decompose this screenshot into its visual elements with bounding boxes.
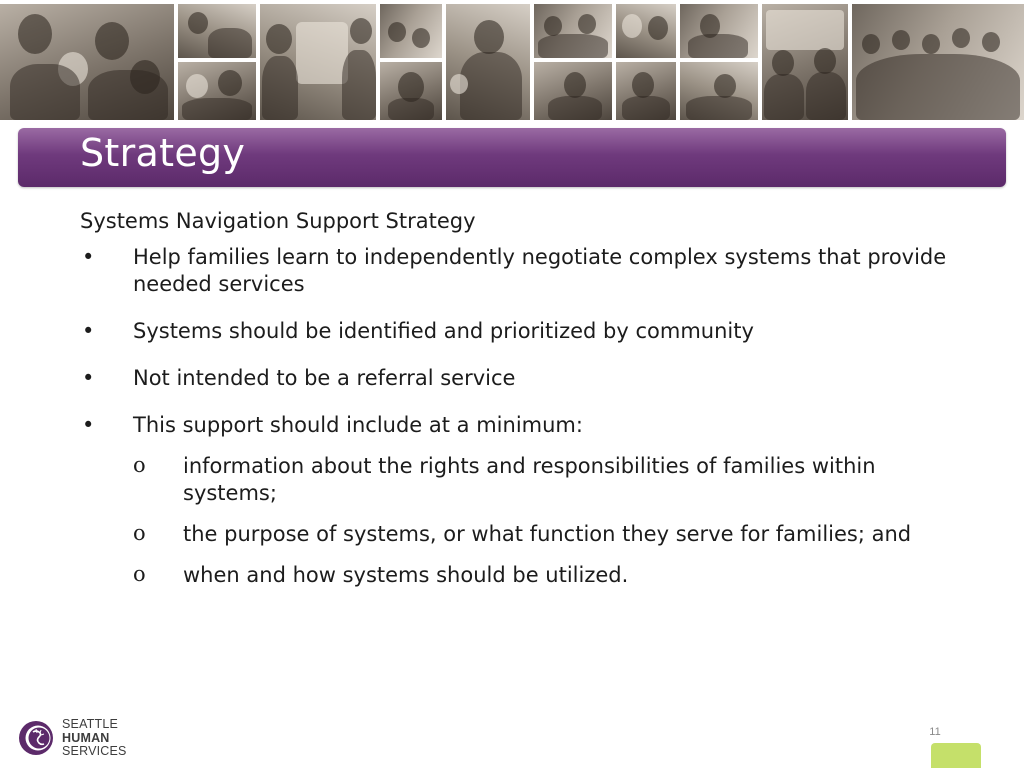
logo-wordmark [62, 718, 127, 759]
sub-bullet-marker: o [133, 453, 146, 477]
sub-bullet-list [133, 453, 960, 589]
photo-caseworker-desk [680, 62, 758, 120]
sub-bullet-item [133, 562, 960, 589]
bullet-item [80, 244, 960, 298]
logo-line-services: SERVICES [62, 744, 127, 758]
seattle-human-services-logo-icon [18, 720, 54, 756]
photo-food-bank-handshake [762, 4, 848, 120]
section-heading: Systems Navigation Support Strategy [80, 209, 476, 233]
bullet-item [80, 365, 960, 392]
photo-children-drawing [178, 4, 256, 58]
photo-graduation-crowd [852, 4, 1024, 120]
bullet-text: This support should include at a minimum: [133, 413, 583, 437]
slide-body [80, 206, 960, 609]
seattle-human-services-logo [18, 718, 138, 760]
page-corner-tab [931, 743, 981, 768]
photo-community-event [534, 62, 612, 120]
title-band [18, 128, 1006, 187]
bullet-item [80, 318, 960, 345]
photo-mother-and-child [616, 62, 676, 120]
photo-presentation-poster [260, 4, 376, 120]
sub-bullet-marker: o [133, 562, 146, 586]
bullet-text: Not intended to be a referral service [133, 366, 516, 390]
sub-bullet-text: when and how systems should be utilized. [183, 563, 629, 587]
sub-bullet-text: the purpose of systems, or what function they serve for families; and [183, 522, 912, 546]
page-number: 11 [929, 726, 941, 738]
photo-collage-header [0, 0, 1024, 120]
photo-woman-and-children [446, 4, 530, 120]
photo-volunteers [680, 4, 758, 58]
logo-line-seattle: SEATTLE [62, 717, 119, 731]
bullet-marker: • [82, 366, 95, 390]
bullet-marker: • [82, 319, 95, 343]
photo-children-smiling [178, 62, 256, 120]
slide-title: Strategy [80, 131, 246, 175]
photo-group-meeting [534, 4, 612, 58]
photo-child-portrait [380, 62, 442, 120]
photo-classroom-kids [380, 4, 442, 58]
photo-elders-smiling [616, 4, 676, 58]
sub-bullet-marker: o [133, 521, 146, 545]
sub-bullet-text: information about the rights and responsibilities of families within systems; [183, 454, 876, 505]
bullet-marker: • [82, 413, 95, 437]
bullet-text: Help families learn to independently negotiate complex systems that provide needed services [133, 245, 947, 296]
photo-family-group [0, 4, 174, 120]
bullet-list [80, 244, 960, 589]
bullet-text: Systems should be identified and prioritized by community [133, 319, 754, 343]
bullet-item [80, 412, 960, 589]
logo-line-human: HUMAN [62, 730, 110, 745]
bullet-marker: • [82, 245, 95, 269]
sub-bullet-item [133, 521, 960, 548]
sub-bullet-item [133, 453, 960, 507]
